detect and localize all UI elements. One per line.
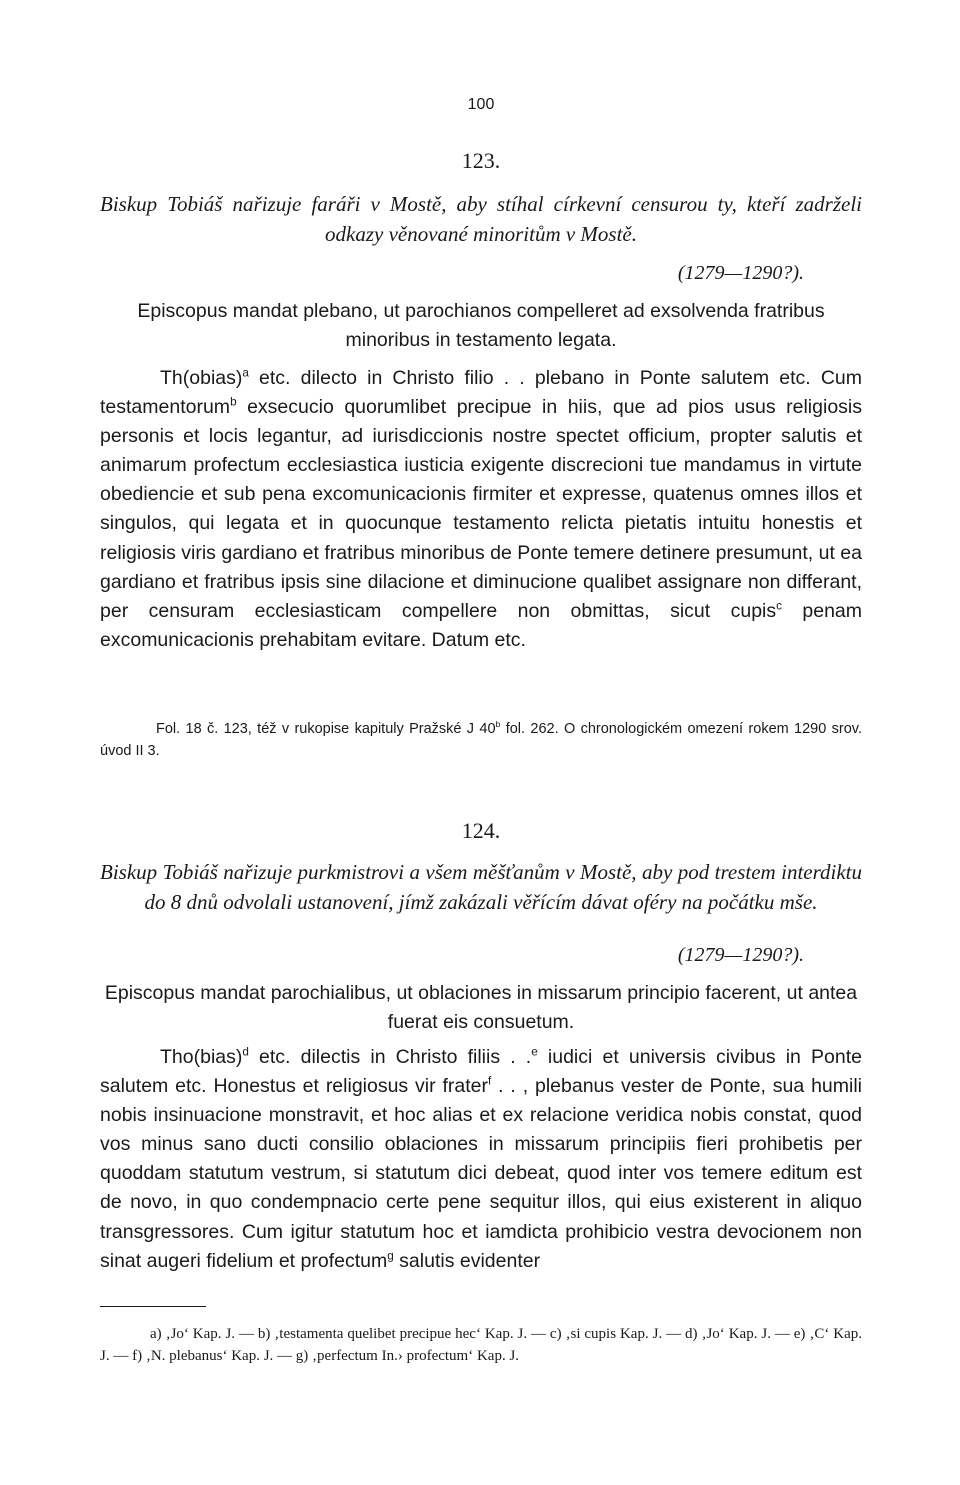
document-text-124 bbox=[100, 1043, 862, 1276]
document-regest-123: Episcopus mandat plebano, ut parochianos compelleret ad exsolvenda fratribus minoribus in testamento legata. bbox=[137, 300, 825, 351]
footnote-marker-g: g bbox=[387, 1249, 394, 1263]
note-segment: Fol. 18 č. 123, též v rukopise kapituly Pražské J 40 bbox=[156, 721, 496, 737]
note-segment: fol. 262. O chronologickém omezení rokem 1290 srov. úvod II 3. bbox=[100, 721, 862, 759]
text-segment: . . , plebanus vester de Ponte, sua humili nobis insinuacione monstravit, et hoc alias et ex relacione veridica nobis constat, quod vos minus sano ducti consilio oblaciones in missarum principiis fieri prohibetis per quoddam statutum vestrum, si statutum dici debeat, quod inter vos temere editum est de novo, in quo condempnacio certe pene sequitur illos, qui eius existerent in aliquo transgressores. Cum igitur statutum hoc et iamdicta prohibicio vestra devocionem non sinat augeri fidelium et profectum bbox=[100, 1075, 863, 1272]
footnote-marker-c: c bbox=[776, 599, 782, 613]
document-heading-123: Biskup Tobiáš nařizuje faráři v Mostě, aby stíhal církevní censurou ty, kteří zadrželi odkazy věnované minoritům v Mostě. bbox=[100, 192, 862, 246]
document-text-123 bbox=[100, 364, 862, 655]
text-segment: etc. dilectis in Christo filiis . . bbox=[248, 1046, 532, 1068]
text-segment: etc. dilecto in Christo filio . . plebano in Ponte salutem etc. Cum testamentorum bbox=[100, 367, 862, 419]
text-segment: penam excomunicacionis prehabitam evitare. Datum etc. bbox=[100, 599, 863, 651]
document-regest-124: Episcopus mandat parochialibus, ut oblaciones in missarum principio facerent, ut antea fuerat eis consuetum. bbox=[104, 982, 858, 1033]
text-segment: salutis evidenter bbox=[393, 1249, 541, 1272]
note-superscript: b bbox=[495, 719, 501, 730]
document-number-124: 124. bbox=[461, 818, 501, 843]
footnote-marker-d: d bbox=[242, 1045, 249, 1059]
document-date-124: (1279—1290?). bbox=[677, 944, 804, 966]
footnotes-text: a) ‚Jo‘ Kap. J. — b) ‚testamenta quelibet precipue hec‘ Kap. J. — c) ‚si cupis Kap. J. — d) ‚Jo‘ Kap. J. — e) ‚C‘ Kap. J. — f) ‚N. plebanus‘ Kap. J. — g) ‚perfectum In.› profectum‘ Kap. J. bbox=[100, 1326, 862, 1364]
footnote-marker-f: f bbox=[488, 1074, 492, 1088]
footnote-marker-e: e bbox=[531, 1045, 538, 1059]
document-number-123: 123. bbox=[461, 148, 501, 173]
footnote-divider bbox=[100, 1306, 206, 1307]
text-segment: iudici et universis civibus in Ponte salutem etc. Honestus et religiosus vir frater bbox=[100, 1046, 863, 1098]
text-segment: Tho(bias) bbox=[160, 1046, 243, 1068]
footnotes bbox=[100, 1323, 862, 1367]
text-segment: exsecucio quorumlibet precipue in hiis, que ad pios usus religiosis personis et locis legantur, ad iurisdiccionis nostre spectet officium, propter salutis et animarum profectum ecclesiastica iusticia exigente discrecioni tue mandamus in virtute obediencie et sub pena excomunicacionis firmiter et expresse, quatenus omnes illos et singulos, qui legata et in quocunque testamento relicta pietatis intuitu honestis et religiosis viris gardiano et fratribus minoribus de Ponte temere detinere presumunt, ut ea gardiano et fratribus ipsis sine dilacione et diminucione qualibet assignare non differant, per censuram ecclesiasticam compellere non obmittas, sicut cupis bbox=[100, 396, 862, 622]
text-segment: Th(obias) bbox=[160, 367, 243, 389]
footnote-marker-a: a bbox=[242, 366, 249, 380]
footnote-marker-b: b bbox=[230, 395, 237, 409]
document-heading-124: Biskup Tobiáš nařizuje purkmistrovi a všem měšťanům v Mostě, aby pod trestem interdiktu do 8 dnů odvolali ustanovení, jímž zakázali věřícím dávat oféry na počátku mše. bbox=[100, 860, 862, 914]
source-note-123 bbox=[100, 718, 862, 762]
page-number: 100 bbox=[467, 96, 495, 113]
document-date-123: (1279—1290?). bbox=[677, 262, 804, 284]
